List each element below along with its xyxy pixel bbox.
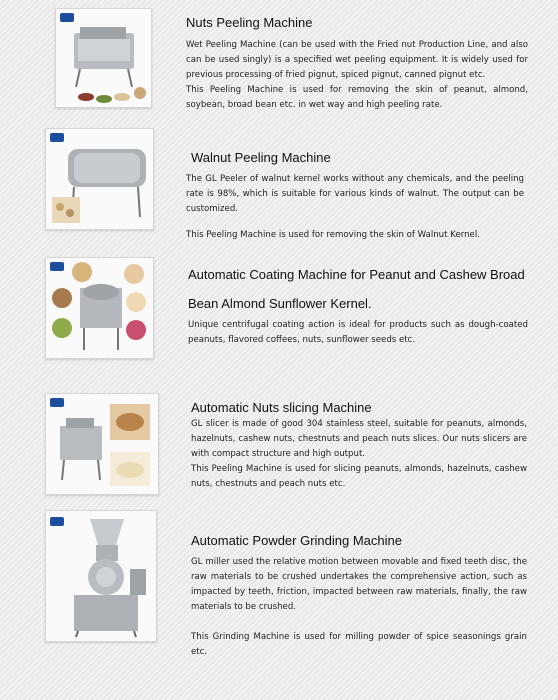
- product-title-line1: Automatic Coating Machine for Peanut and Cashew Broad: [188, 267, 525, 282]
- product-description: [191, 417, 527, 492]
- product-image: [45, 510, 157, 642]
- product-title: Nuts Peeling Machine: [186, 15, 313, 30]
- description-paragraph: This Peeling Machine is used for removing the skin of Walnut Kernel.: [186, 230, 480, 240]
- peeling-machine-icon: [56, 9, 151, 107]
- grinding-machine-icon: [46, 511, 156, 641]
- description-paragraph: Unique centrifugal coating action is ideal for products such as dough-coated peanuts, flavored coffees, nuts, sunflower seeds etc.: [188, 320, 528, 345]
- product-walnut-peeling: [0, 120, 558, 250]
- description-paragraph: This Grinding Machine is used for milling powder of spice seasonings grain etc.: [191, 632, 527, 657]
- product-coating: [0, 250, 558, 385]
- product-image: [55, 8, 152, 108]
- description-paragraph: This Peeling Machine is used for slicing peanuts, almonds, hazelnuts, cashew nuts, chestnuts and peach nuts etc.: [191, 464, 527, 489]
- description-paragraph: The GL Peeler of walnut kernel works without any chemicals, and the peeling rate is 98%, which is suitable for various kinds of walnut. The output can be customized.: [186, 174, 524, 214]
- product-image: [45, 128, 154, 230]
- product-description: [186, 38, 528, 113]
- description-paragraph: This Peeling Machine is used for removing the skin of peanut, almond, soybean, broad bean etc. in wet way and high peeling rate.: [186, 85, 528, 110]
- product-grinding: [0, 510, 558, 700]
- product-description: [188, 318, 528, 348]
- walnut-peeler-icon: [46, 129, 153, 229]
- product-title: Walnut Peeling Machine: [191, 150, 331, 165]
- product-title: Automatic Powder Grinding Machine: [191, 533, 402, 548]
- product-description: [186, 172, 524, 243]
- description-paragraph: Wet Peeling Machine (can be used with the Fried nut Production Line, and also can be used singly) is a specified wet peeling equipment. It is widely used for previous processing of fried pignut, spiced pignut, canned pignut etc.: [186, 40, 528, 80]
- product-image: [45, 257, 154, 359]
- description-paragraph: GL miller used the relative motion between movable and fixed teeth disc, the raw materials to be crushed undertakes the comprehensive action, such as impacted by teeth, friction, impacted between raw materials, finally, the raw materials to be crushed.: [191, 557, 527, 612]
- product-slicing: [0, 385, 558, 510]
- product-nuts-peeling: [0, 0, 558, 120]
- description-paragraph: GL slicer is made of good 304 stainless steel, suitable for peanuts, almonds, hazelnuts, cashew nuts, chestnuts and peach nuts slices. Our nuts slicers are with compact structure and high output.: [191, 419, 527, 459]
- product-title-line2: Bean Almond Sunflower Kernel.: [188, 296, 372, 311]
- product-description: [191, 555, 527, 660]
- product-image: [45, 393, 159, 495]
- slicing-machine-icon: [46, 394, 158, 494]
- coating-machine-icon: [46, 258, 153, 358]
- product-title: Automatic Nuts slicing Machine: [191, 400, 372, 415]
